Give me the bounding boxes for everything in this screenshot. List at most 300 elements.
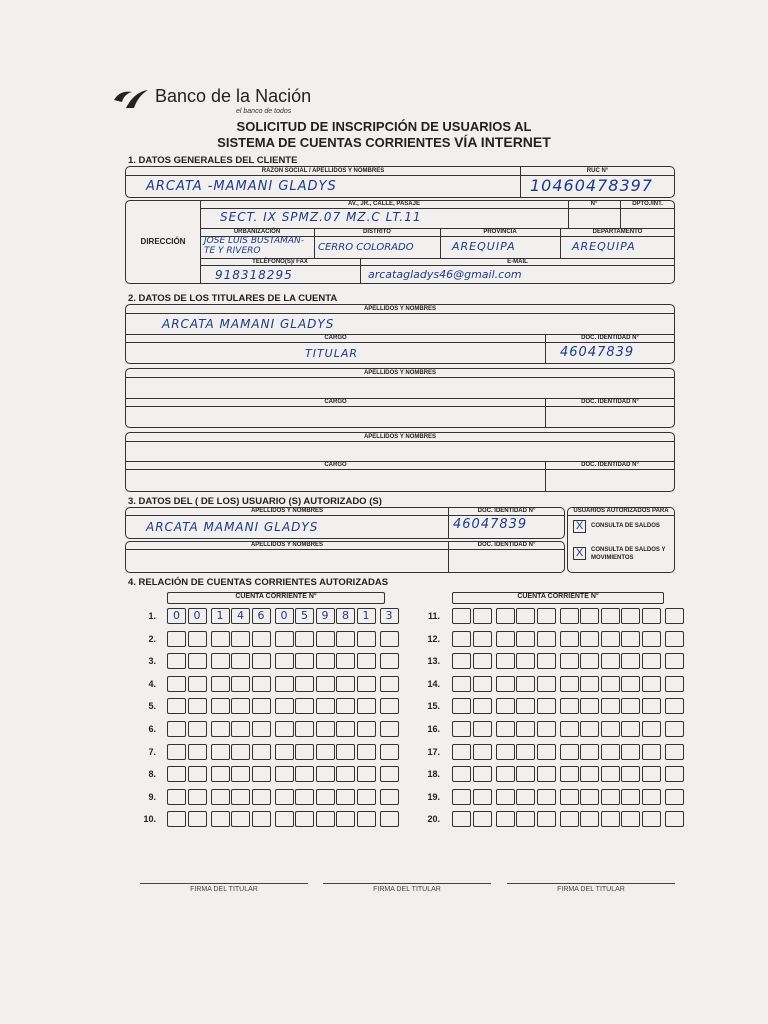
account-row-number: 14. <box>427 678 440 689</box>
departamento-label: DEPARTAMENTO <box>592 229 643 235</box>
account-digit-cell[interactable] <box>473 676 492 692</box>
account-digit-cell[interactable] <box>295 744 314 760</box>
account-row-number: 2. <box>148 633 156 644</box>
account-digit-cell[interactable] <box>537 721 556 737</box>
direccion-divider <box>200 200 201 284</box>
account-digit-cell[interactable] <box>665 811 684 827</box>
account-digit-cell[interactable] <box>473 631 492 647</box>
account-digit-cell[interactable] <box>537 698 556 714</box>
account-digit-cell[interactable] <box>516 721 535 737</box>
account-digit-cell[interactable] <box>380 744 399 760</box>
account-digit-cell[interactable] <box>496 766 515 782</box>
account-digit-cell[interactable] <box>336 631 355 647</box>
account-digit-cell[interactable] <box>316 744 335 760</box>
account-digit-cell[interactable] <box>167 744 186 760</box>
account-row-number: 9. <box>148 791 156 802</box>
account-digit-cell[interactable] <box>580 766 599 782</box>
account-digit-cell[interactable] <box>601 721 620 737</box>
account-digit-cell[interactable] <box>231 721 250 737</box>
account-row-number: 10. <box>143 814 156 825</box>
consulta-movimientos-checkbox[interactable]: X <box>573 547 586 560</box>
account-digit-cell[interactable] <box>496 698 515 714</box>
account-row-number: 15. <box>427 701 440 712</box>
account-row-number: 18. <box>427 769 440 780</box>
account-digit-cell[interactable] <box>560 653 579 669</box>
account-digit-cell[interactable] <box>580 608 599 624</box>
account-digit-cell[interactable] <box>621 698 640 714</box>
account-digit-cell[interactable] <box>380 811 399 827</box>
account-digit-cell[interactable] <box>642 653 661 669</box>
account-digit-cell[interactable] <box>560 766 579 782</box>
account-digit-cell[interactable] <box>665 676 684 692</box>
account-digit-cell[interactable] <box>452 789 471 805</box>
account-digit-cell[interactable]: 5 <box>295 608 314 624</box>
account-number-cells <box>167 676 400 692</box>
account-digit-cell[interactable] <box>621 721 640 737</box>
account-digit-cell[interactable] <box>601 789 620 805</box>
account-digit-cell[interactable] <box>452 653 471 669</box>
account-digit-cell[interactable] <box>336 811 355 827</box>
account-digit-cell[interactable]: 1 <box>211 608 230 624</box>
account-digit-cell[interactable] <box>188 653 207 669</box>
account-digit-cell[interactable] <box>380 631 399 647</box>
dpto-label: DPTO./INT. <box>632 201 663 207</box>
account-digit-cell[interactable]: 0 <box>275 608 294 624</box>
distrito-label: DISTRITO <box>363 229 391 235</box>
account-digit-cell[interactable] <box>642 789 661 805</box>
consulta-saldos-label: CONSULTA DE SALDOS <box>591 523 660 529</box>
account-digit-cell[interactable] <box>601 676 620 692</box>
account-digit-cell[interactable] <box>560 744 579 760</box>
dir-h1 <box>200 208 674 209</box>
account-digit-cell[interactable] <box>357 721 376 737</box>
account-digit-cell[interactable] <box>452 676 471 692</box>
account-digit-cell[interactable] <box>188 811 207 827</box>
ruc-label: RUC N° <box>586 168 609 174</box>
account-digit-cell[interactable] <box>621 653 640 669</box>
signature-label-3: FIRMA DEL TITULAR <box>557 886 625 893</box>
account-digit-cell[interactable] <box>295 789 314 805</box>
section1-heading: 1. DATOS GENERALES DEL CLIENTE <box>128 155 298 166</box>
account-row-number: 7. <box>148 746 156 757</box>
account-digit-cell[interactable] <box>642 811 661 827</box>
account-digit-cell[interactable] <box>275 811 294 827</box>
n-label: N° <box>590 201 598 207</box>
account-digit-cell[interactable] <box>621 766 640 782</box>
account-digit-cell[interactable] <box>211 676 230 692</box>
account-digit-cell[interactable] <box>357 631 376 647</box>
account-digit-cell[interactable] <box>188 744 207 760</box>
account-digit-cell[interactable] <box>252 653 271 669</box>
account-digit-cell[interactable] <box>601 766 620 782</box>
t2-h3 <box>126 406 674 407</box>
account-digit-cell[interactable] <box>601 744 620 760</box>
av-label: AV., JR., CALLE, PASAJE <box>348 201 420 207</box>
razon-value[interactable]: ARCATA -MAMANI GLADYS <box>146 179 337 194</box>
account-row-number: 17. <box>427 746 440 757</box>
account-digit-cell[interactable] <box>452 721 471 737</box>
account-digit-cell[interactable] <box>452 608 471 624</box>
account-number-cells <box>452 766 685 782</box>
account-digit-cell[interactable] <box>537 811 556 827</box>
account-digit-cell[interactable] <box>231 766 250 782</box>
account-digit-cell[interactable] <box>580 789 599 805</box>
account-digit-cell[interactable] <box>211 766 230 782</box>
form-title-line1: SOLICITUD DE INSCRIPCIÓN DE USUARIOS AL <box>236 119 532 134</box>
account-digit-cell[interactable] <box>316 789 335 805</box>
consulta-saldos-checkbox[interactable]: X <box>573 520 586 533</box>
account-digit-cell[interactable] <box>252 698 271 714</box>
account-digit-cell[interactable] <box>275 789 294 805</box>
account-digit-cell[interactable] <box>642 631 661 647</box>
account-digit-cell[interactable] <box>537 789 556 805</box>
titular1-doc[interactable]: 46047839 <box>560 345 635 360</box>
account-digit-cell[interactable] <box>295 766 314 782</box>
account-digit-cell[interactable] <box>452 766 471 782</box>
av-value[interactable]: SECT. IX SPMZ.07 MZ.C LT.11 <box>220 210 422 224</box>
account-digit-cell[interactable] <box>211 744 230 760</box>
t3-doc-label: DOC. IDENTIDAD N° <box>581 462 639 468</box>
account-digit-cell[interactable] <box>295 698 314 714</box>
account-digit-cell[interactable] <box>211 721 230 737</box>
account-digit-cell[interactable] <box>580 811 599 827</box>
account-digit-cell[interactable] <box>642 698 661 714</box>
account-digit-cell[interactable] <box>336 766 355 782</box>
account-digit-cell[interactable] <box>316 721 335 737</box>
account-digit-cell[interactable] <box>642 766 661 782</box>
u2-doc-label: DOC. IDENTIDAD N° <box>477 542 536 548</box>
account-digit-cell[interactable] <box>516 811 535 827</box>
account-digit-cell[interactable] <box>357 811 376 827</box>
account-digit-cell[interactable] <box>275 698 294 714</box>
provincia-value[interactable]: AREQUIPA <box>452 240 516 253</box>
account-digit-cell[interactable] <box>167 721 186 737</box>
account-digit-cell[interactable] <box>601 698 620 714</box>
account-digit-cell[interactable] <box>252 721 271 737</box>
account-digit-cell[interactable] <box>452 811 471 827</box>
account-digit-cell[interactable] <box>231 676 250 692</box>
account-digit-cell[interactable] <box>231 789 250 805</box>
account-digit-cell[interactable] <box>167 698 186 714</box>
account-digit-cell[interactable] <box>580 744 599 760</box>
account-digit-cell[interactable] <box>167 811 186 827</box>
t3-cargo-label: CARGO <box>324 462 347 468</box>
urb-value-1[interactable]: JOSE LUIS BUSTAMAN- <box>204 236 305 246</box>
account-digit-cell[interactable] <box>275 766 294 782</box>
account-digit-cell[interactable]: 0 <box>188 608 207 624</box>
account-digit-cell[interactable] <box>580 631 599 647</box>
account-digit-cell[interactable] <box>452 744 471 760</box>
account-digit-cell[interactable] <box>665 766 684 782</box>
account-digit-cell[interactable] <box>665 789 684 805</box>
ruc-value[interactable]: 10460478397 <box>530 176 653 195</box>
account-digit-cell[interactable] <box>380 676 399 692</box>
account-digit-cell[interactable] <box>621 631 640 647</box>
account-digit-cell[interactable] <box>642 721 661 737</box>
account-digit-cell[interactable] <box>357 676 376 692</box>
account-digit-cell[interactable] <box>473 789 492 805</box>
account-digit-cell[interactable] <box>621 744 640 760</box>
account-digit-cell[interactable] <box>188 766 207 782</box>
account-digit-cell[interactable]: 0 <box>167 608 186 624</box>
account-digit-cell[interactable] <box>316 631 335 647</box>
u1-doc-label: DOC. IDENTIDAD N° <box>477 508 536 514</box>
account-digit-cell[interactable]: 9 <box>316 608 335 624</box>
signature-line-3 <box>507 883 675 884</box>
u2-apellidos-label: APELLIDOS Y NOMBRES <box>250 542 324 548</box>
signature-line-2 <box>323 883 491 884</box>
account-digit-cell[interactable] <box>537 608 556 624</box>
account-digit-cell[interactable] <box>560 789 579 805</box>
account-digit-cell[interactable] <box>295 653 314 669</box>
provincia-label: PROVINCIA <box>483 229 517 235</box>
account-digit-cell[interactable] <box>560 608 579 624</box>
account-digit-cell[interactable] <box>380 766 399 782</box>
t1-h3 <box>126 342 674 343</box>
account-digit-cell[interactable] <box>188 631 207 647</box>
account-digit-cell[interactable] <box>316 676 335 692</box>
account-digit-cell[interactable] <box>167 653 186 669</box>
account-digit-cell[interactable] <box>357 789 376 805</box>
section4-heading: 4. RELACIÓN DE CUENTAS CORRIENTES AUTORIZADAS <box>128 577 389 588</box>
account-digit-cell[interactable] <box>380 789 399 805</box>
account-digit-cell[interactable] <box>336 744 355 760</box>
account-digit-cell[interactable] <box>167 676 186 692</box>
account-row-number: 19. <box>427 791 440 802</box>
account-digit-cell[interactable] <box>380 721 399 737</box>
account-digit-cell[interactable]: 4 <box>231 608 250 624</box>
account-row-number: 6. <box>148 724 156 734</box>
account-digit-cell[interactable] <box>188 698 207 714</box>
account-number-cells <box>167 608 400 624</box>
account-digit-cell[interactable] <box>357 766 376 782</box>
account-digit-cell[interactable] <box>516 608 535 624</box>
urb-label: URBANIZACIÓN <box>233 229 281 235</box>
account-digit-cell[interactable] <box>665 698 684 714</box>
titular1-name[interactable]: ARCATA MAMANI GLADYS <box>162 317 335 331</box>
ua-h1 <box>568 515 674 516</box>
account-number-cells <box>452 653 685 669</box>
account-digit-cell[interactable] <box>295 811 314 827</box>
account-digit-cell[interactable] <box>473 811 492 827</box>
account-digit-cell[interactable] <box>211 811 230 827</box>
account-digit-cell[interactable] <box>580 721 599 737</box>
account-digit-cell[interactable] <box>537 744 556 760</box>
account-digit-cell[interactable] <box>621 789 640 805</box>
account-digit-cell[interactable] <box>295 676 314 692</box>
section2-heading: 2. DATOS DE LOS TITULARES DE LA CUENTA <box>128 293 338 304</box>
distrito-value[interactable]: CERRO COLORADO <box>318 242 414 253</box>
bank-logo-icon <box>112 86 152 112</box>
t1-apellidos-label: APELLIDOS Y NOMBRES <box>363 306 437 312</box>
account-digit-cell[interactable] <box>473 698 492 714</box>
account-digit-cell[interactable] <box>516 789 535 805</box>
account-digit-cell[interactable] <box>188 721 207 737</box>
account-digit-cell[interactable] <box>496 744 515 760</box>
account-digit-cell[interactable] <box>560 721 579 737</box>
u1-apellidos-label: APELLIDOS Y NOMBRES <box>250 508 324 514</box>
account-digit-cell[interactable] <box>516 698 535 714</box>
form-title-line2-a: SISTEMA DE CUENTAS CORRIENTES <box>217 135 451 150</box>
section3-heading: 3. DATOS DEL ( DE LOS) USUARIO (S) AUTORIZADO (S) <box>128 496 382 507</box>
account-digit-cell[interactable] <box>357 744 376 760</box>
account-digit-cell[interactable] <box>473 608 492 624</box>
consulta-movimientos-label: CONSULTA DE SALDOS Y MOVIMIENTOS <box>591 547 666 561</box>
account-digit-cell[interactable] <box>252 789 271 805</box>
account-digit-cell[interactable] <box>473 721 492 737</box>
usuario1-doc[interactable]: 46047839 <box>453 517 528 532</box>
signature-line-1 <box>140 883 308 884</box>
account-digit-cell[interactable] <box>188 789 207 805</box>
account-row-number: 5. <box>148 701 156 712</box>
account-digit-cell[interactable] <box>231 811 250 827</box>
account-digit-cell[interactable] <box>336 653 355 669</box>
account-digit-cell[interactable] <box>516 744 535 760</box>
account-digit-cell[interactable] <box>621 811 640 827</box>
account-digit-cell[interactable] <box>231 744 250 760</box>
account-digit-cell[interactable] <box>665 653 684 669</box>
usuario1-name[interactable]: ARCATA MAMANI GLADYS <box>146 520 319 534</box>
account-digit-cell[interactable] <box>211 653 230 669</box>
account-digit-cell[interactable] <box>601 631 620 647</box>
account-digit-cell[interactable] <box>496 721 515 737</box>
account-digit-cell[interactable] <box>665 744 684 760</box>
account-digit-cell[interactable] <box>537 676 556 692</box>
account-digit-cell[interactable] <box>560 631 579 647</box>
account-digit-cell[interactable] <box>516 766 535 782</box>
account-digit-cell[interactable] <box>336 698 355 714</box>
account-digit-cell[interactable] <box>231 698 250 714</box>
bank-name: Banco de la Nación <box>155 86 312 106</box>
account-digit-cell[interactable]: 6 <box>252 608 271 624</box>
signature-label-1: FIRMA DEL TITULAR <box>190 886 258 893</box>
account-digit-cell[interactable] <box>560 676 579 692</box>
account-digit-cell[interactable] <box>275 676 294 692</box>
account-digit-cell[interactable] <box>380 653 399 669</box>
account-digit-cell[interactable] <box>336 721 355 737</box>
account-digit-cell[interactable] <box>580 676 599 692</box>
email-value[interactable]: arcatagladys46@gmail.com <box>368 268 522 281</box>
account-digit-cell[interactable] <box>295 631 314 647</box>
account-row-number: 3. <box>148 656 156 667</box>
account-digit-cell[interactable] <box>665 721 684 737</box>
account-digit-cell[interactable] <box>357 698 376 714</box>
titular1-cargo[interactable]: TITULAR <box>305 347 359 360</box>
account-digit-cell[interactable] <box>580 653 599 669</box>
account-digit-cell[interactable] <box>252 744 271 760</box>
account-digit-cell[interactable]: 1 <box>357 608 376 624</box>
account-digit-cell[interactable] <box>601 811 620 827</box>
account-digit-cell[interactable] <box>621 608 640 624</box>
t2-h1 <box>126 377 674 378</box>
account-digit-cell[interactable] <box>473 653 492 669</box>
account-digit-cell[interactable] <box>336 789 355 805</box>
account-digit-cell[interactable] <box>537 653 556 669</box>
account-digit-cell[interactable] <box>642 744 661 760</box>
account-digit-cell[interactable] <box>516 653 535 669</box>
departamento-value[interactable]: AREQUIPA <box>572 240 636 253</box>
account-digit-cell[interactable] <box>496 653 515 669</box>
account-digit-cell[interactable] <box>231 631 250 647</box>
account-row-number: 20. <box>427 814 440 825</box>
account-digit-cell[interactable] <box>621 676 640 692</box>
account-digit-cell[interactable] <box>211 789 230 805</box>
account-digit-cell[interactable] <box>275 721 294 737</box>
account-digit-cell[interactable] <box>496 631 515 647</box>
account-digit-cell[interactable] <box>496 676 515 692</box>
urb-value-2[interactable]: TE Y RIVERO <box>204 246 261 256</box>
account-digit-cell[interactable] <box>336 676 355 692</box>
account-digit-cell[interactable]: 8 <box>336 608 355 624</box>
account-row-number: 4. <box>148 678 156 689</box>
account-digit-cell[interactable] <box>496 789 515 805</box>
account-number-cells <box>452 608 685 624</box>
usuarios-autorizados-box <box>567 507 675 573</box>
account-digit-cell[interactable] <box>642 608 661 624</box>
account-digit-cell[interactable] <box>275 631 294 647</box>
account-digit-cell[interactable] <box>601 653 620 669</box>
account-digit-cell[interactable] <box>252 631 271 647</box>
account-digit-cell[interactable] <box>295 721 314 737</box>
account-digit-cell[interactable] <box>275 744 294 760</box>
account-digit-cell[interactable] <box>452 698 471 714</box>
account-digit-cell[interactable] <box>473 744 492 760</box>
account-digit-cell[interactable] <box>167 631 186 647</box>
account-digit-cell[interactable] <box>380 698 399 714</box>
account-digit-cell[interactable] <box>252 676 271 692</box>
account-digit-cell[interactable] <box>560 698 579 714</box>
account-digit-cell[interactable] <box>252 766 271 782</box>
account-digit-cell[interactable] <box>357 653 376 669</box>
account-digit-cell[interactable] <box>316 698 335 714</box>
account-digit-cell[interactable] <box>211 698 230 714</box>
form-title-line2 <box>0 134 768 150</box>
signature-label-2: FIRMA DEL TITULAR <box>373 886 441 893</box>
account-digit-cell[interactable] <box>580 698 599 714</box>
account-digit-cell[interactable] <box>316 811 335 827</box>
account-digit-cell[interactable] <box>252 811 271 827</box>
telefono-value[interactable]: 918318295 <box>215 268 293 282</box>
u1-h1 <box>126 515 564 516</box>
account-digit-cell[interactable] <box>188 676 207 692</box>
account-digit-cell[interactable] <box>211 631 230 647</box>
account-digit-cell[interactable] <box>473 766 492 782</box>
account-digit-cell[interactable] <box>560 811 579 827</box>
account-digit-cell[interactable] <box>496 811 515 827</box>
account-digit-cell[interactable] <box>516 676 535 692</box>
account-number-cells <box>452 631 685 647</box>
account-row-number: 1. <box>148 611 156 621</box>
account-digit-cell[interactable] <box>516 631 535 647</box>
account-digit-cell[interactable] <box>601 608 620 624</box>
account-digit-cell[interactable] <box>537 631 556 647</box>
account-row-number: 13. <box>427 656 440 667</box>
account-digit-cell[interactable] <box>537 766 556 782</box>
account-digit-cell[interactable] <box>231 653 250 669</box>
account-digit-cell[interactable] <box>167 789 186 805</box>
account-digit-cell[interactable] <box>167 766 186 782</box>
account-digit-cell[interactable] <box>665 608 684 624</box>
account-digit-cell[interactable] <box>642 676 661 692</box>
account-digit-cell[interactable] <box>275 653 294 669</box>
account-digit-cell[interactable] <box>452 631 471 647</box>
account-digit-cell[interactable] <box>665 631 684 647</box>
account-digit-cell[interactable] <box>496 608 515 624</box>
account-digit-cell[interactable] <box>316 766 335 782</box>
account-digit-cell[interactable] <box>316 653 335 669</box>
account-number-cells <box>167 631 400 647</box>
account-digit-cell[interactable]: 3 <box>380 608 399 624</box>
